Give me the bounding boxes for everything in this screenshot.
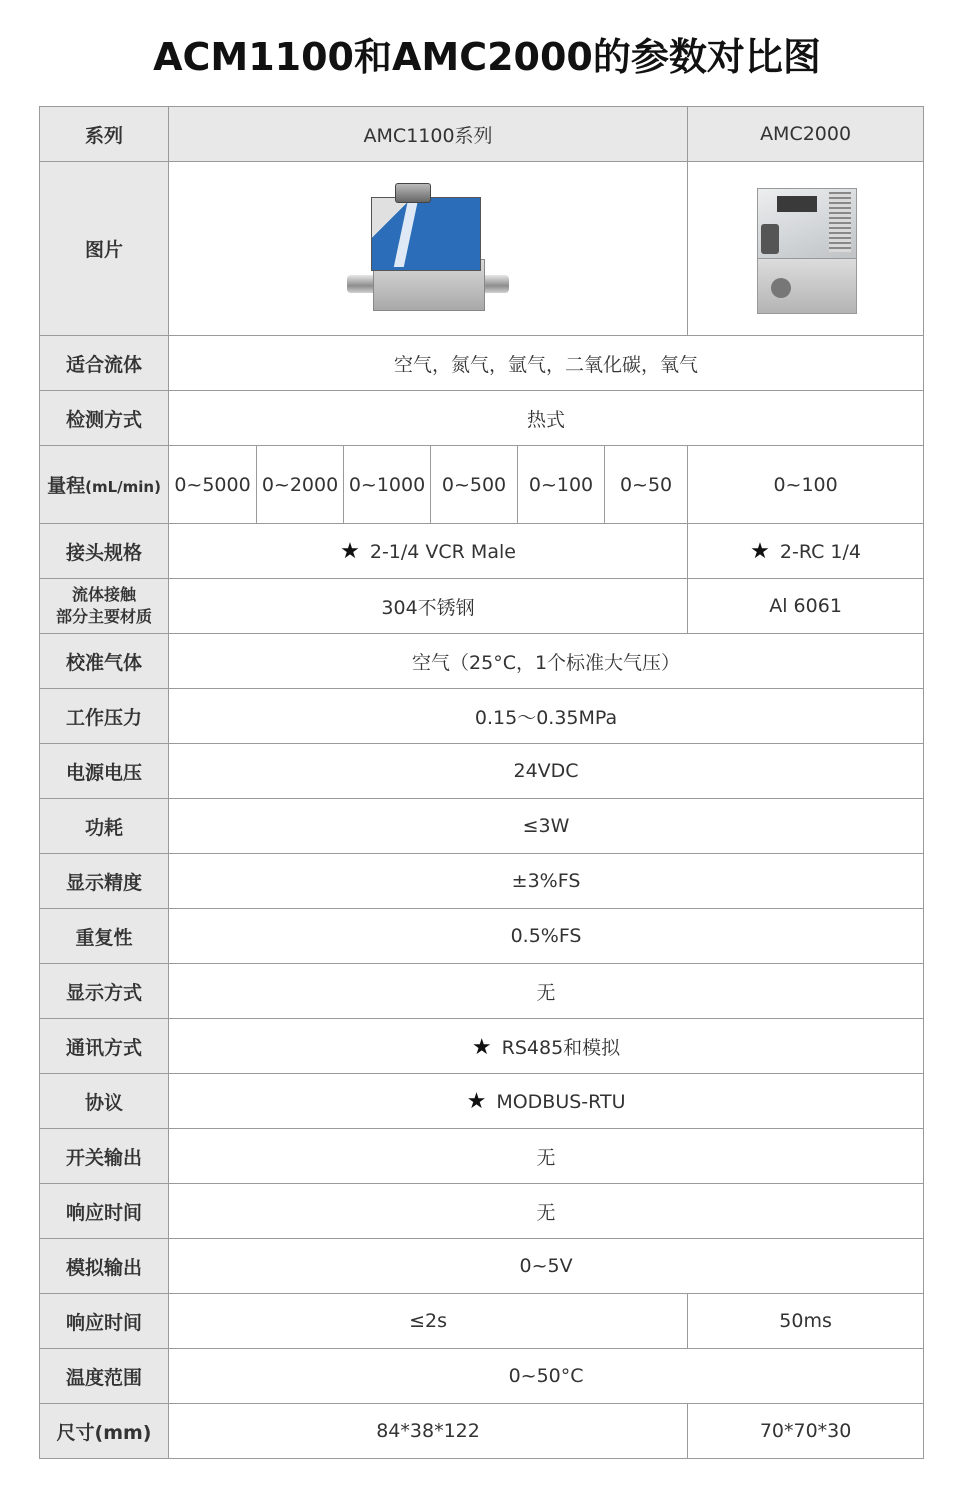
display-value: 无	[169, 964, 924, 1019]
fluid-value: 空气，氮气，氩气，二氧化碳，氧气	[169, 336, 924, 391]
accuracy-label: 显示精度	[40, 854, 169, 909]
header-row	[40, 107, 924, 162]
pressure-row	[40, 689, 924, 744]
connector-label: 接头规格	[40, 524, 169, 579]
pressure-label: 工作压力	[40, 689, 169, 744]
analog-output-value: 0~5V	[169, 1239, 924, 1294]
protocol-label: 协议	[40, 1074, 169, 1129]
response-time-label-2: 响应时间	[40, 1294, 169, 1349]
response-time-value-amc1100: ≤2s	[169, 1294, 688, 1349]
switch-output-value: 无	[169, 1129, 924, 1184]
protocol-row	[40, 1074, 924, 1129]
star-icon: ★	[466, 1088, 487, 1114]
voltage-label: 电源电压	[40, 744, 169, 799]
display-label: 显示方式	[40, 964, 169, 1019]
calibration-value: 空气（25°C，1个标准大气压）	[169, 634, 924, 689]
temp-row	[40, 1349, 924, 1404]
protocol-value: ★ MODBUS-RTU	[169, 1074, 924, 1129]
temp-label: 温度范围	[40, 1349, 169, 1404]
accuracy-value: ±3%FS	[169, 854, 924, 909]
analog-output-label: 模拟输出	[40, 1239, 169, 1294]
repeatability-label: 重复性	[40, 909, 169, 964]
material-value-amc1100: 304不锈钢	[169, 579, 688, 634]
switch-output-row	[40, 1129, 924, 1184]
range-value: 0~100	[518, 446, 605, 524]
page-title: ACM1100和AMC2000的参数对比图	[153, 35, 821, 79]
star-icon: ★	[471, 1034, 492, 1060]
range-value: 0~500	[431, 446, 518, 524]
response-time-row-2	[40, 1294, 924, 1349]
comm-label: 通讯方式	[40, 1019, 169, 1074]
detection-value: 热式	[169, 391, 924, 446]
calibration-label: 校准气体	[40, 634, 169, 689]
range-value: 0~2000	[257, 446, 344, 524]
comm-row	[40, 1019, 924, 1074]
display-row	[40, 964, 924, 1019]
comm-value: ★ RS485和模拟	[169, 1019, 924, 1074]
range-value: 0~5000	[169, 446, 257, 524]
accuracy-row	[40, 854, 924, 909]
switch-output-label: 开关输出	[40, 1129, 169, 1184]
temp-value: 0~50°C	[169, 1349, 924, 1404]
repeatability-row	[40, 909, 924, 964]
range-unit: (mL/min)	[85, 478, 161, 496]
amc2000-product-image	[751, 182, 861, 316]
analog-output-row	[40, 1239, 924, 1294]
amc1100-picture-cell	[169, 162, 688, 336]
amc2000-picture-cell	[688, 162, 924, 336]
connector-row	[40, 524, 924, 579]
size-row	[40, 1404, 924, 1459]
power-row	[40, 799, 924, 854]
picture-row	[40, 162, 924, 336]
response-time-row	[40, 1184, 924, 1239]
comparison-table	[39, 106, 924, 1459]
star-icon: ★	[750, 538, 770, 564]
power-value: ≤3W	[169, 799, 924, 854]
range-value-amc2000: 0~100	[688, 446, 924, 524]
amc1100-product-image	[343, 179, 513, 319]
range-value: 0~1000	[344, 446, 431, 524]
star-icon: ★	[340, 538, 360, 564]
voltage-row	[40, 744, 924, 799]
material-value-amc2000: Al 6061	[688, 579, 924, 634]
header-amc2000: AMC2000	[688, 107, 924, 162]
response-time-value: 无	[169, 1184, 924, 1239]
response-time-value-amc2000: 50ms	[688, 1294, 924, 1349]
pressure-value: 0.15～0.35MPa	[169, 689, 924, 744]
power-label: 功耗	[40, 799, 169, 854]
repeatability-value: 0.5%FS	[169, 909, 924, 964]
fluid-row	[40, 336, 924, 391]
material-label: 流体接触 部分主要材质	[40, 579, 169, 634]
detection-row	[40, 391, 924, 446]
response-time-label: 响应时间	[40, 1184, 169, 1239]
detection-label: 检测方式	[40, 391, 169, 446]
size-label: 尺寸(mm)	[40, 1404, 169, 1459]
calibration-row	[40, 634, 924, 689]
picture-label: 图片	[40, 162, 169, 336]
range-label: 量程(mL/min)	[40, 446, 169, 524]
header-amc1100: AMC1100系列	[169, 107, 688, 162]
connector-value-amc2000: ★ 2-RC 1/4	[688, 524, 924, 579]
size-value-amc1100: 84*38*122	[169, 1404, 688, 1459]
range-row	[40, 446, 924, 524]
size-value-amc2000: 70*70*30	[688, 1404, 924, 1459]
connector-value-amc1100: ★ 2-1/4 VCR Male	[169, 524, 688, 579]
material-row	[40, 579, 924, 634]
header-label: 系列	[40, 107, 169, 162]
range-value: 0~50	[605, 446, 688, 524]
voltage-value: 24VDC	[169, 744, 924, 799]
fluid-label: 适合流体	[40, 336, 169, 391]
